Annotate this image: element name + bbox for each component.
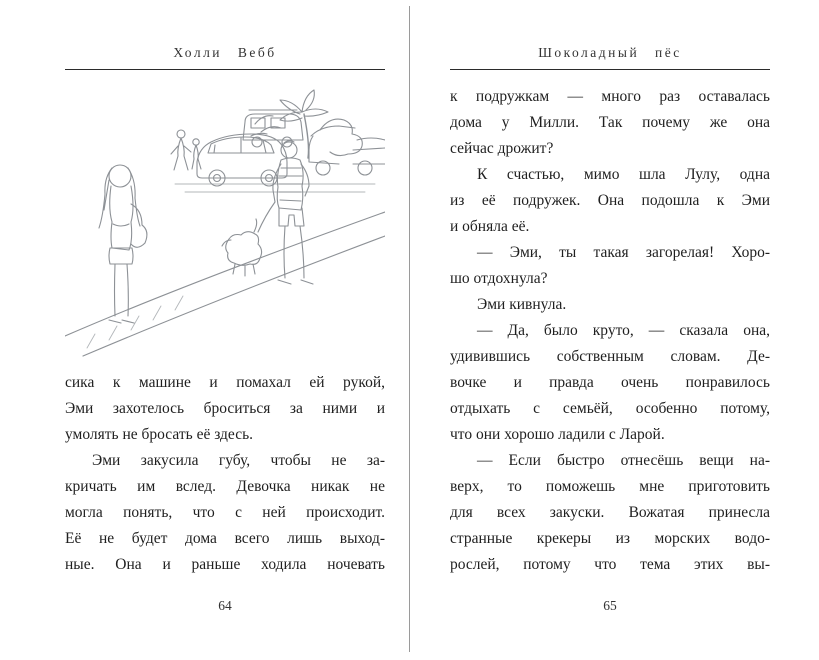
paragraph [450, 240, 770, 292]
text-line: сика к машине и помахал ей рукой, [65, 374, 385, 391]
paragraph [450, 162, 770, 240]
text-line: могла понять, что с ней происходит. [65, 504, 385, 521]
author-name-header: Холли Вебб [173, 45, 277, 60]
text-line: Эми закусила губу, чтобы не за- [92, 452, 385, 469]
left-page-text [65, 370, 385, 578]
illustration-svg [65, 84, 385, 364]
paragraph [450, 84, 770, 162]
book-title-header: Шоколадный пёс [538, 45, 682, 60]
text-line: что они хорошо ладили с Ларой. [450, 426, 665, 443]
text-line: дома у Милли. Так почему же она [450, 114, 770, 131]
paragraph [65, 448, 385, 578]
left-page-number: 64 [218, 598, 232, 613]
text-line: сейчас дрожит? [450, 140, 554, 157]
text-line: — Эми, ты такая загорелая! Хоро- [477, 244, 770, 261]
text-line: отдыхать с семьёй, особенно потому, [450, 400, 770, 417]
paragraph [65, 370, 385, 448]
right-page [450, 0, 770, 660]
paragraph [450, 318, 770, 448]
text-line: для всех закуски. Вожатая принесла [450, 504, 770, 521]
text-line: вочке и правда очень понравилось [450, 374, 770, 391]
left-page [65, 0, 385, 660]
right-running-head [450, 40, 770, 70]
text-line: и обняла её. [450, 218, 530, 235]
text-line: верх, то поможешь мне приготовить [450, 478, 770, 495]
text-line: — Да, было круто, — сказала она, [477, 322, 770, 339]
left-running-head [65, 40, 385, 70]
text-line: Её не будет дома всего лишь выход- [65, 530, 385, 547]
right-page-number: 65 [603, 598, 617, 613]
right-page-text [450, 84, 770, 578]
paragraph [450, 292, 770, 318]
text-line: удивившись собственным словам. Де- [450, 348, 770, 365]
text-line: к подружкам — много раз оставалась [450, 88, 770, 105]
page-divider [409, 6, 410, 652]
text-line: шо отдохнула? [450, 270, 548, 287]
text-line: странные крекеры из морских водо- [450, 530, 770, 547]
text-line: Эми захотелось броситься за ними и [65, 400, 385, 417]
text-line: из её подружек. Она подошла к Эми [450, 192, 770, 209]
text-line: Эми кивнула. [477, 296, 567, 313]
text-line: — Если быстро отнесёшь вещи на- [477, 452, 770, 469]
text-line: кричать им вслед. Девочка никак не [65, 478, 385, 495]
text-line: умолять не бросать её здесь. [65, 426, 254, 443]
paragraph [450, 448, 770, 578]
text-line: рослей, потому что тема этих вы- [450, 556, 770, 573]
text-line: К счастью, мимо шла Лулу, одна [477, 166, 770, 183]
text-line: ные. Она и раньше ходила ночевать [65, 556, 385, 573]
illustration [65, 84, 385, 364]
